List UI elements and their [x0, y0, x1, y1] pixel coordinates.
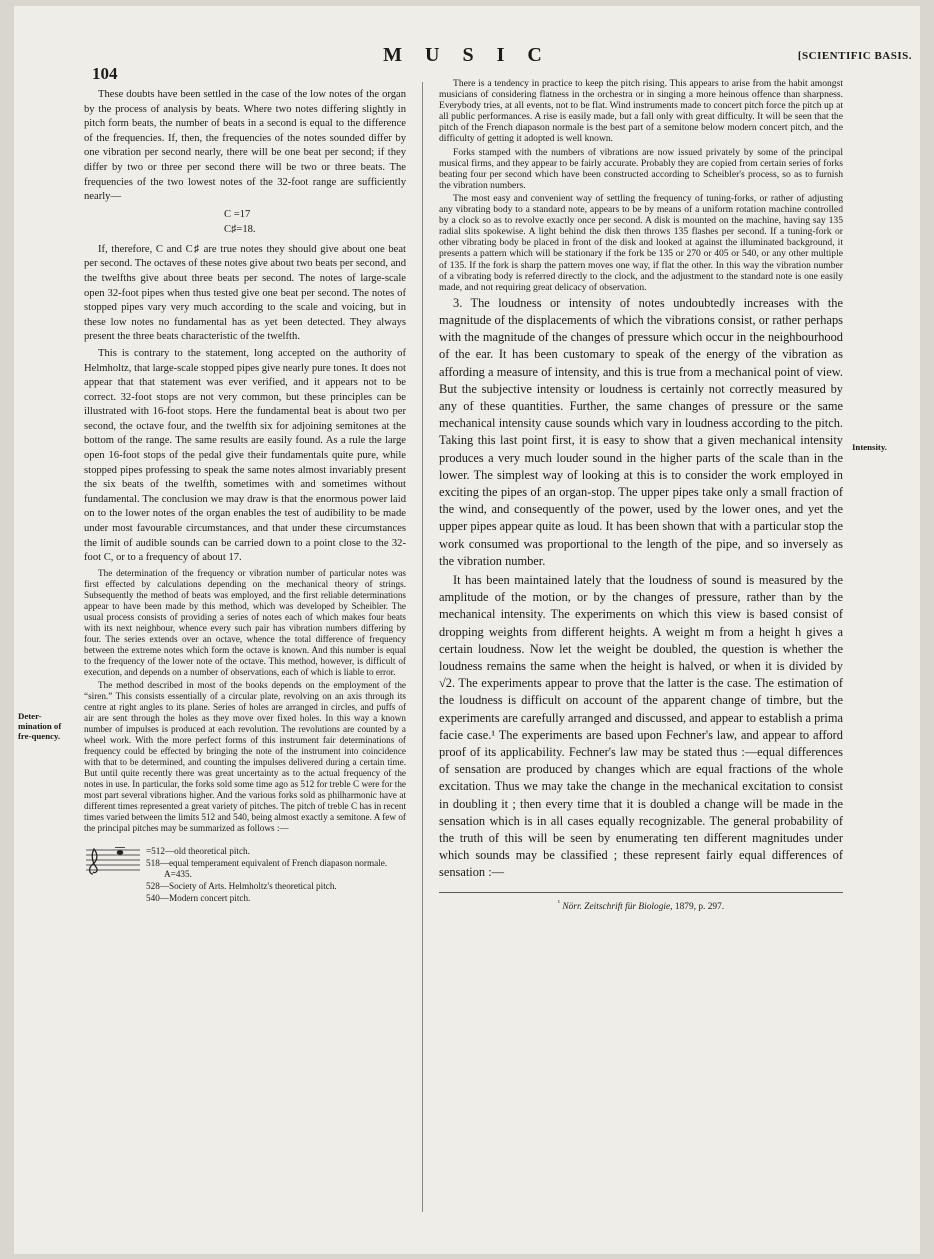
pitch-summary — [84, 846, 406, 946]
formula-c: C =17 — [224, 208, 251, 220]
running-title: M U S I C — [383, 44, 551, 66]
paragraph-small: There is a tendency in practice to keep the pitch rising. This appears to arise from the habit amongst musicians of considering flatness in the orchestra or in singing a more heinous offence than sharpness. Everybody tries, at all events, not to be flat. Wind instruments made to concert pitch force the pitch up at all public performances. A rise is easily made, but a fall only with great difficulty. It will be seen that the pitch of the French diapason normale is the best part of a semitone below modern concert pitch, and the difficulty of getting it adopted is well known. — [439, 78, 843, 145]
paragraph-small: Forks stamped with the numbers of vibrations are now issued privately by some of the principal musical firms, and they appear to be fairly accurate. Probably they are copied from certain series of forks beating four per second which have been constructed according to Scheibler's process, so as to furnish the vibration numbers. — [439, 146, 843, 191]
footnote-mark: ¹ — [557, 898, 561, 907]
paragraph: 3. The loudness or intensity of notes undoubtedly increases with the magnitude of the displacements of which the vibrations consist, or rather perhaps with the magnitude of the changes of pressure which occur in the neighbourhood of the ear. It has been customary to speak of the energy of the vibration as affording a measure of intensity, and this is true from a mechanical point of view. But the subjective intensity or loudness is certainly not correctly measured by any of these quantities. Further, the same changes of pressure or the same mechanical intensity cause sounds which vary in loudness according to the pitch. Taking this last point first, it is easy to show that a given mechanical intensity produces a very much louder sound in the higher parts of the scale than in the lower. The simplest way of looking at this is to consider the work employed in exciting the pipes of an organ-stop. The upper pipes take only a small fraction of the wind, and consequently of the power, used by the lower ones, and yet the upper pipes appear quite as loud. It has been shown that with a particular stop the work consumed was proportional to the length of the pipe, and so inversely as the vibration number. — [439, 295, 843, 568]
pitch-entry: 528—Society of Arts. Helmholtz's theoretical pitch. — [146, 880, 337, 891]
right-column — [439, 78, 843, 913]
paragraph-small: The most easy and convenient way of settling the frequency of tuning-forks, or rather of adjusting any vibrating body to a standard note, appears to be by means of a uniform rotation machine controlled by a clock so as to revolve exactly once per second. A disk is mounted on the machine, having say 135 radial slits spokewise. A light behind the disk then throws 135 flashes per second. If a tuning-fork or other vibrating body be placed in front of the disk and looked at against the illuminated background, it presents a pattern which will be stationary if the fork be 135 or 270 or 405 or 540, or any other multiple of 135. If the fork is sharp the pattern moves one way, if flat the other. In this way the vibration number of a vibrating body is referred directly to the clock, and the adjustment to the standard note is one easily made, and not requiring great delicacy of observation. — [439, 192, 843, 293]
paragraph: This is contrary to the statement, long accepted on the authority of Helmholtz, that large-scale stopped pipes give nearly pure tones. It does not appear that that statement was ever verified, and it appears not to be correct. 32-foot stops are not very common, but these principles can be illustrated with 16-foot stops. Here the fundamental beat is about two per second, the octave four, and the twelfth six for adjoining semitones at the bottom of the range. The same results are easily found. As a rule the large open 16-foot stops of the pedal give their fundamentals quite pure, while stopped pipes professing to speak the same notes almost invariably present the six beats of the twelfth, sometimes with and sometimes without fundamental. The conclusion we may draw is that the enormous power laid on to the lower notes of the organ enables the test of audibility to be made under most favourable circumstances, and that under these circumstances the limit of audible sounds can be carried down to a point close to the 32-foot C, or to a frequency of about 17. — [84, 347, 406, 564]
pitch-list — [146, 846, 408, 905]
paragraph-small: The method described in most of the books depends on the employment of the “siren.” This consists essentially of a circular plate, revolving on an axis through its centre at right angles to its plane. Series of holes are arranged in circles, and puffs of air are sent through the holes as they move over fixed holes. In this way a known number of impulses is produced at each revolution. The revolutions are counted by a wheel work. With the more perfect forms of this instrument fair determinations of frequency could be effected by bringing the note of the instrument into coincidence with that to be determined, and counting the impulses delivered during a certain time. But until quite recently there was great uncertainty as to the actual frequency of the notes in use. In particular, the forks sold some time ago as 512 for treble C were for the most part several vibrations higher. And the various forks sold as philharmonic have at different times represented a great variety of pitches. The pitch of treble C has in recent times varied between the limits 512 and 540, being almost exactly a semitone. A few of the principal pitches may be summarized as follows :— — [84, 679, 406, 833]
margin-note-determination: Deter-mination of fre-quency. — [18, 711, 62, 741]
footnote — [439, 897, 843, 913]
pitch-entry: 540—Modern concert pitch. — [146, 892, 251, 903]
running-section: [SCIENTIFIC BASIS. — [797, 50, 912, 62]
paragraph-small: The determination of the frequency or vibration number of particular notes was first effected by calculations depending on the mechanical theory of strings. Subsequently the method of beats was employed, and the first reliable determinations appear to have been made by this method, which was developed by Scheibler. The usual process consists of providing a series of notes each of which makes four beats with its next neighbour, whence every such pair has vibration numbers differing by four. The series extends over an octave, whence the total difference of frequency between the extreme notes which form the octave is known. And this number is equal to the frequency of the lower note of the octave. This method, however, is difficult of execution, and depends on a number of observations, each of which is liable to error. — [84, 567, 406, 677]
column-divider — [422, 82, 423, 1212]
footnote-divider — [439, 892, 843, 893]
left-column — [84, 88, 406, 946]
pitch-entry: =512—old theoretical pitch. — [146, 845, 250, 856]
pitch-entry: 518—equal temperament equivalent of French diapason normale. A=435. — [146, 857, 388, 879]
footnote-journal: Nörr. Zeitschrift für Biologie, — [562, 901, 673, 912]
book-page — [14, 6, 920, 1254]
margin-note-intensity: Intensity. — [852, 442, 887, 452]
paragraph: If, therefore, C and C♯ are true notes they should give about one beat per second. The octaves of these notes give about two beats per second, and the twelfths give about three beats per second. The notes of large-scale open 32-foot pipes when thus tested give one beat per second. The notes of stopped pipes vary very much according to the scale and voicing, but in these low notes no fundamental has as yet been detected. They always present the three beats characteristic of the twelfth. — [84, 243, 406, 343]
paragraph: These doubts have been settled in the case of the low notes of the organ by the process of analysis by beats. Where two notes differing slightly in pitch form beats, the number of beats in a second is equal to the difference of the frequencies. If, then, the frequencies of the notes sounded differ by one vibration per second nearly, there will be one beat per second; if they differ by two or three per second there will be two or three beats. The frequencies of the two lowest notes of the 32-foot range are sufficiently nearly— — [84, 89, 406, 203]
formula-c-sharp: C♯=18. — [224, 223, 256, 235]
footnote-reference: 1879, p. 297. — [674, 901, 725, 912]
page-number: 104 — [92, 64, 118, 83]
treble-clef-staff-icon — [84, 846, 142, 876]
paragraph: It has been maintained lately that the loudness of sound is measured by the amplitude of the motion, or by the changes of pressure, rather than by the mechanical intensity. The experiments on which this view is based consist of dropping weights from different heights. A weight m from a height h gives a certain loudness. Now let the weight be doubled, the question is whether the loudness remains the same when the height is halved, or when it is divided by √2. The experiments appear to prove that the latter is the case. The estimation of the loudness is difficult on account of the apparent change of timbre, but the experiments are carefully arranged and discussed, and appear to establish a prima facie case.¹ The experiments are based upon Fechner's law, and appear to afford proof of its applicability. Fechner's law may be stated thus :—equal differences of sensation are produced by changes which are equal fractions of the whole excitation. Thus we may take the change in the mechanical excitation to consist in doubling it ; then every time that it is doubled a change will be made in the sensation which is in all cases equally recognizable. The general probability of the truth of this will be seen by enumerating ten different magnitudes under which sounds may be classified ; these represent fairly equal differences of sensation :— — [439, 573, 843, 880]
